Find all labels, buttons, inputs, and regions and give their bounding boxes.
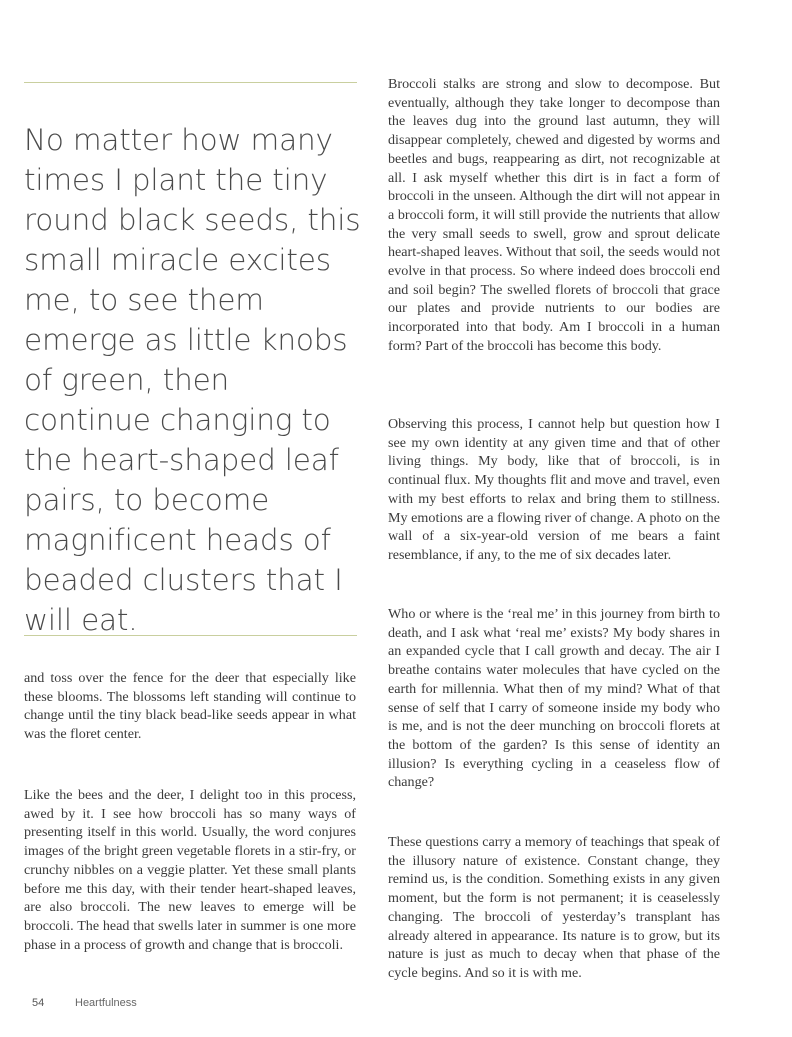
page-number: 54 bbox=[32, 997, 45, 1009]
body-paragraph: Broccoli stalks are strong and slow to decompose. But eventually, although they take longer to decompose than the leaves dug into the ground last autumn, they will disappear completely, chewed and digested by worms and beetles and bugs, reappearing as dirt, not recognizable at all. I ask myself whether this dirt is in fact a form of broccoli in the unseen. Although the dirt will not appear in a broccoli form, it will still provide the nutrients that allow the very small seeds to swell, grow and sprout delicate heart-shaped leaves. Without that soil, the seeds would not evolve in that process. So where indeed does broccoli end and soil begin? The swelled florets of broccoli that grace our plates and provide nutrients to our bodies are incorporated into that body. Am I broccoli in a human form? Part of the broccoli has become this body. bbox=[388, 76, 720, 354]
pull-quote: No matter how many times I plant the tiny round black seeds, this small miracle excites me, to see them emerge as little knobs of green, then continue changing to the heart-shaped leaf pairs, to become magnificent heads of beaded clusters that I will eat. bbox=[24, 123, 361, 637]
pull-quote-top-rule bbox=[24, 82, 357, 83]
body-paragraph: Observing this process, I cannot help but question how I see my own identity at any given time and that of other living things. My body, like that of broccoli, is in continual flux. My thoughts flit and move and travel, even with my best efforts to relax and bring them to stillness. My emotions are a flowing river of change. A photo on the wall of a six-year-old version of me bears a faint resemblance, if any, to the me of six decades later. bbox=[388, 416, 720, 563]
body-paragraph: and toss over the fence for the deer that especially like these blooms. The blossoms left standing will continue to change until the tiny black bead-like seeds appear in what was the floret center. bbox=[24, 670, 356, 743]
pull-quote-bottom-rule bbox=[24, 635, 357, 636]
body-paragraph: Like the bees and the deer, I delight too in this process, awed by it. I see how broccoli has so many ways of presenting itself in this world. Usually, the word conjures images of the bright green vegetable florets in a stir-fry, or crunchy nibbles on a veggie platter. Yet these small plants before me this day, with their tender heart-shaped leaves, are also broccoli. The new leaves to emerge will be broccoli. The head that swells later in summer is one more phase in a process of growth and change that is broccoli. bbox=[24, 787, 356, 953]
magazine-name: Heartfulness bbox=[75, 997, 137, 1009]
body-paragraph: Who or where is the ‘real me’ in this journey from birth to death, and I ask what ‘real me’ exists? My body shares in an expanded cycle that I call growth and decay. The air I breathe contains water molecules that have cycled on the earth for millennia. What then of my mind? What of that sense of self that I carry of someone inside my body who is me, and is not the deer munching on broccoli florets at the bottom of the garden? Is this sense of identity an illusion? Is everything cycling in a ceaseless flow of change? bbox=[388, 606, 720, 791]
body-paragraph: These questions carry a memory of teachings that speak of the illusory nature of existence. Constant change, they remind us, is the condition. Something exists in any given moment, but the form is not permanent; it is ceaselessly changing. The broccoli of yesterday’s transplant has already altered in appearance. Its nature is to grow, but its nature is just as much to decay when that phase of the cycle begins. And so it is with me. bbox=[388, 834, 720, 981]
